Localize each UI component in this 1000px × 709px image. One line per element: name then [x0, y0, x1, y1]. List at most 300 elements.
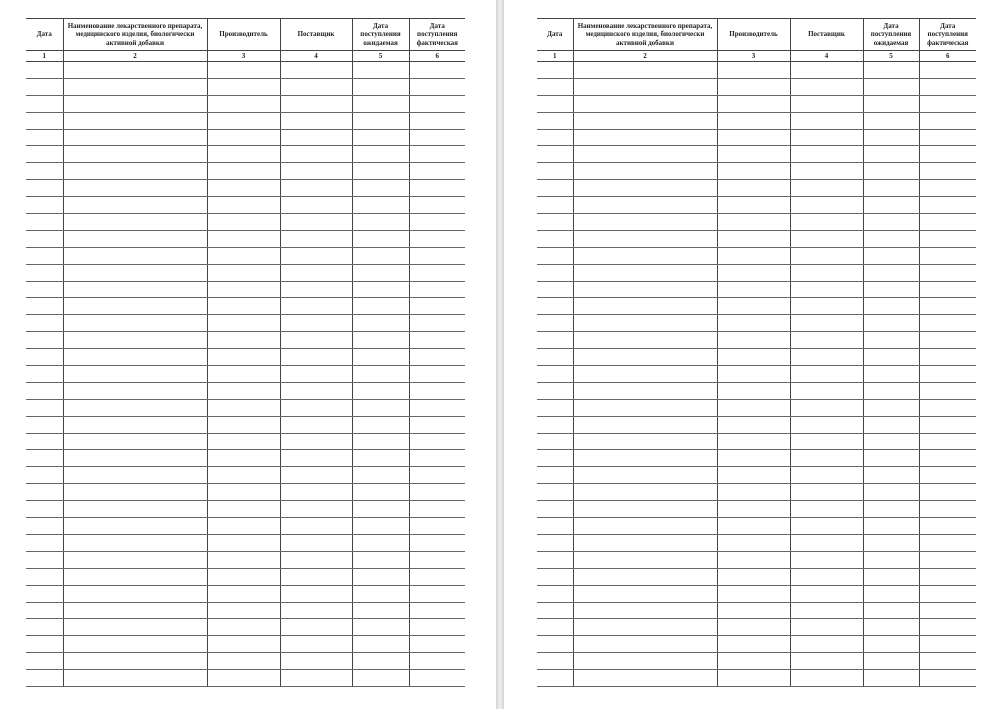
cell-date	[537, 95, 573, 112]
cell-expected-date	[352, 163, 409, 180]
cell-date	[537, 433, 573, 450]
cell-expected-date	[863, 264, 919, 281]
cell-product-name	[63, 433, 207, 450]
cell-actual-date	[919, 315, 976, 332]
cell-product-name	[63, 214, 207, 231]
cell-date	[26, 281, 63, 298]
cell-product-name	[63, 568, 207, 585]
cell-actual-date	[409, 551, 465, 568]
cell-expected-date	[863, 551, 919, 568]
cell-expected-date	[863, 230, 919, 247]
table-row	[537, 281, 976, 298]
cell-expected-date	[352, 315, 409, 332]
cell-supplier	[280, 112, 352, 129]
cell-date	[537, 332, 573, 349]
table-row	[26, 467, 465, 484]
cell-date	[26, 78, 63, 95]
cell-expected-date	[863, 501, 919, 518]
cell-actual-date	[409, 180, 465, 197]
cell-actual-date	[409, 315, 465, 332]
cell-manufacturer	[717, 399, 790, 416]
cell-supplier	[280, 180, 352, 197]
cell-supplier	[280, 433, 352, 450]
cell-supplier	[790, 281, 863, 298]
cell-product-name	[573, 146, 717, 163]
cell-product-name	[63, 602, 207, 619]
table-row	[537, 315, 976, 332]
cell-expected-date	[352, 619, 409, 636]
cell-actual-date	[409, 501, 465, 518]
cell-manufacturer	[717, 95, 790, 112]
column-number: 1	[26, 51, 63, 62]
cell-supplier	[790, 332, 863, 349]
cell-manufacturer	[717, 534, 790, 551]
cell-actual-date	[919, 95, 976, 112]
cell-supplier	[280, 298, 352, 315]
cell-expected-date	[863, 315, 919, 332]
cell-date	[537, 349, 573, 366]
cell-expected-date	[352, 214, 409, 231]
cell-supplier	[790, 619, 863, 636]
cell-manufacturer	[717, 298, 790, 315]
cell-manufacturer	[207, 501, 280, 518]
cell-manufacturer	[717, 568, 790, 585]
cell-manufacturer	[207, 450, 280, 467]
cell-date	[537, 197, 573, 214]
cell-expected-date	[863, 146, 919, 163]
cell-product-name	[573, 433, 717, 450]
table-row	[26, 568, 465, 585]
cell-actual-date	[919, 501, 976, 518]
cell-actual-date	[409, 78, 465, 95]
cell-supplier	[790, 602, 863, 619]
table-row	[26, 78, 465, 95]
cell-date	[26, 551, 63, 568]
cell-date	[26, 416, 63, 433]
cell-supplier	[790, 197, 863, 214]
cell-date	[26, 602, 63, 619]
cell-product-name	[573, 534, 717, 551]
cell-date	[537, 129, 573, 146]
cell-expected-date	[863, 281, 919, 298]
cell-manufacturer	[207, 382, 280, 399]
cell-expected-date	[863, 214, 919, 231]
cell-product-name	[573, 95, 717, 112]
cell-expected-date	[863, 602, 919, 619]
cell-manufacturer	[207, 264, 280, 281]
cell-date	[26, 585, 63, 602]
cell-actual-date	[919, 568, 976, 585]
header-actual-date: Дата поступления фактическая	[409, 19, 465, 51]
cell-date	[26, 653, 63, 670]
cell-date	[537, 670, 573, 687]
column-number: 5	[352, 51, 409, 62]
cell-actual-date	[919, 112, 976, 129]
cell-expected-date	[863, 366, 919, 383]
table-row	[26, 298, 465, 315]
cell-date	[26, 298, 63, 315]
column-number: 2	[573, 51, 717, 62]
cell-product-name	[63, 450, 207, 467]
table-row	[26, 247, 465, 264]
cell-supplier	[280, 163, 352, 180]
table-row	[537, 163, 976, 180]
cell-date	[537, 180, 573, 197]
table-row	[26, 433, 465, 450]
cell-product-name	[573, 214, 717, 231]
cell-supplier	[790, 349, 863, 366]
cell-product-name	[63, 551, 207, 568]
cell-expected-date	[863, 332, 919, 349]
cell-supplier	[280, 146, 352, 163]
cell-expected-date	[352, 467, 409, 484]
cell-date	[26, 214, 63, 231]
cell-supplier	[280, 653, 352, 670]
cell-expected-date	[863, 636, 919, 653]
table-row	[26, 399, 465, 416]
table-row	[26, 62, 465, 79]
cell-actual-date	[409, 163, 465, 180]
cell-supplier	[790, 653, 863, 670]
cell-date	[26, 501, 63, 518]
cell-expected-date	[352, 585, 409, 602]
cell-expected-date	[863, 433, 919, 450]
cell-manufacturer	[717, 146, 790, 163]
table-row	[26, 264, 465, 281]
table-row	[537, 518, 976, 535]
cell-expected-date	[863, 534, 919, 551]
table-row	[537, 332, 976, 349]
table-row	[26, 163, 465, 180]
cell-manufacturer	[207, 670, 280, 687]
cell-expected-date	[863, 518, 919, 535]
cell-supplier	[790, 146, 863, 163]
column-number: 3	[207, 51, 280, 62]
cell-manufacturer	[207, 349, 280, 366]
cell-actual-date	[409, 332, 465, 349]
table-row	[26, 366, 465, 383]
header-supplier: Поставщик	[280, 19, 352, 51]
cell-actual-date	[409, 636, 465, 653]
cell-manufacturer	[717, 214, 790, 231]
cell-actual-date	[409, 585, 465, 602]
cell-manufacturer	[207, 416, 280, 433]
cell-expected-date	[863, 619, 919, 636]
cell-actual-date	[409, 399, 465, 416]
table-row	[537, 230, 976, 247]
cell-actual-date	[919, 585, 976, 602]
header-date: Дата	[537, 19, 573, 51]
cell-product-name	[63, 653, 207, 670]
cell-expected-date	[352, 298, 409, 315]
cell-date	[537, 467, 573, 484]
header-product-name: Наименование лекарственного препарата, медицинского изделия, биологически активной добавки	[573, 19, 717, 51]
cell-manufacturer	[207, 95, 280, 112]
cell-date	[26, 247, 63, 264]
cell-product-name	[63, 197, 207, 214]
cell-product-name	[63, 281, 207, 298]
cell-actual-date	[919, 484, 976, 501]
cell-actual-date	[409, 298, 465, 315]
cell-date	[537, 619, 573, 636]
cell-actual-date	[409, 214, 465, 231]
cell-expected-date	[352, 636, 409, 653]
cell-supplier	[790, 433, 863, 450]
cell-actual-date	[409, 602, 465, 619]
cell-product-name	[573, 670, 717, 687]
cell-manufacturer	[717, 349, 790, 366]
cell-product-name	[573, 382, 717, 399]
cell-expected-date	[352, 146, 409, 163]
table-row	[26, 602, 465, 619]
cell-supplier	[280, 332, 352, 349]
cell-actual-date	[409, 670, 465, 687]
cell-actual-date	[919, 78, 976, 95]
cell-product-name	[573, 281, 717, 298]
cell-manufacturer	[717, 602, 790, 619]
column-number: 5	[863, 51, 919, 62]
cell-supplier	[280, 501, 352, 518]
cell-actual-date	[919, 298, 976, 315]
cell-supplier	[280, 602, 352, 619]
cell-manufacturer	[717, 315, 790, 332]
cell-actual-date	[919, 433, 976, 450]
cell-product-name	[63, 382, 207, 399]
header-expected-date: Дата поступления ожидаемая	[352, 19, 409, 51]
cell-actual-date	[409, 416, 465, 433]
cell-manufacturer	[207, 247, 280, 264]
cell-product-name	[573, 416, 717, 433]
cell-supplier	[790, 534, 863, 551]
cell-supplier	[790, 230, 863, 247]
cell-supplier	[790, 585, 863, 602]
cell-actual-date	[919, 653, 976, 670]
cell-date	[26, 399, 63, 416]
cell-date	[26, 670, 63, 687]
cell-expected-date	[863, 247, 919, 264]
cell-supplier	[280, 467, 352, 484]
cell-manufacturer	[717, 129, 790, 146]
cell-product-name	[573, 62, 717, 79]
cell-product-name	[573, 129, 717, 146]
cell-supplier	[790, 163, 863, 180]
cell-expected-date	[352, 551, 409, 568]
cell-date	[26, 636, 63, 653]
table-row	[537, 95, 976, 112]
cell-supplier	[790, 450, 863, 467]
cell-product-name	[573, 636, 717, 653]
cell-expected-date	[352, 399, 409, 416]
cell-manufacturer	[207, 230, 280, 247]
cell-expected-date	[863, 382, 919, 399]
cell-expected-date	[352, 366, 409, 383]
cell-actual-date	[919, 332, 976, 349]
cell-product-name	[573, 619, 717, 636]
table-row	[26, 230, 465, 247]
cell-product-name	[63, 399, 207, 416]
cell-manufacturer	[207, 484, 280, 501]
cell-date	[26, 382, 63, 399]
cell-expected-date	[863, 568, 919, 585]
cell-supplier	[790, 78, 863, 95]
cell-actual-date	[409, 366, 465, 383]
table-row	[26, 332, 465, 349]
cell-manufacturer	[717, 264, 790, 281]
cell-manufacturer	[207, 585, 280, 602]
cell-date	[537, 230, 573, 247]
cell-actual-date	[409, 247, 465, 264]
table-row	[537, 619, 976, 636]
cell-manufacturer	[717, 247, 790, 264]
cell-product-name	[63, 332, 207, 349]
column-number: 3	[717, 51, 790, 62]
table-row	[537, 197, 976, 214]
cell-date	[537, 146, 573, 163]
cell-supplier	[280, 366, 352, 383]
table-row	[537, 551, 976, 568]
table-row	[537, 585, 976, 602]
cell-supplier	[280, 129, 352, 146]
table-row	[537, 636, 976, 653]
cell-expected-date	[863, 399, 919, 416]
table-row	[537, 467, 976, 484]
cell-actual-date	[409, 619, 465, 636]
cell-supplier	[280, 534, 352, 551]
table-row	[26, 197, 465, 214]
left-log-table	[26, 18, 465, 687]
cell-supplier	[790, 636, 863, 653]
cell-date	[26, 518, 63, 535]
cell-date	[537, 484, 573, 501]
cell-manufacturer	[717, 230, 790, 247]
cell-date	[537, 568, 573, 585]
cell-actual-date	[409, 467, 465, 484]
cell-expected-date	[863, 112, 919, 129]
table-row	[537, 264, 976, 281]
cell-manufacturer	[717, 197, 790, 214]
cell-actual-date	[919, 129, 976, 146]
cell-product-name	[573, 264, 717, 281]
cell-manufacturer	[207, 366, 280, 383]
cell-manufacturer	[207, 214, 280, 231]
cell-supplier	[280, 281, 352, 298]
cell-manufacturer	[207, 534, 280, 551]
cell-date	[26, 112, 63, 129]
cell-actual-date	[409, 197, 465, 214]
cell-supplier	[280, 619, 352, 636]
cell-date	[537, 636, 573, 653]
cell-date	[26, 467, 63, 484]
cell-date	[537, 551, 573, 568]
table-row	[537, 568, 976, 585]
table-row	[537, 399, 976, 416]
cell-supplier	[280, 230, 352, 247]
table-row	[26, 551, 465, 568]
cell-expected-date	[863, 653, 919, 670]
cell-product-name	[63, 298, 207, 315]
cell-product-name	[573, 518, 717, 535]
table-row	[26, 112, 465, 129]
cell-supplier	[280, 264, 352, 281]
cell-product-name	[63, 264, 207, 281]
cell-manufacturer	[207, 315, 280, 332]
cell-supplier	[280, 214, 352, 231]
cell-product-name	[63, 95, 207, 112]
cell-actual-date	[919, 180, 976, 197]
cell-manufacturer	[207, 433, 280, 450]
cell-expected-date	[352, 534, 409, 551]
cell-actual-date	[919, 416, 976, 433]
cell-supplier	[790, 247, 863, 264]
column-number: 4	[280, 51, 352, 62]
cell-expected-date	[352, 602, 409, 619]
cell-product-name	[63, 518, 207, 535]
table-row	[537, 298, 976, 315]
cell-supplier	[790, 382, 863, 399]
cell-product-name	[573, 349, 717, 366]
right-log-table	[537, 18, 976, 687]
cell-product-name	[573, 112, 717, 129]
table-row	[26, 146, 465, 163]
cell-supplier	[280, 450, 352, 467]
cell-manufacturer	[207, 332, 280, 349]
cell-product-name	[63, 315, 207, 332]
cell-supplier	[790, 399, 863, 416]
cell-supplier	[280, 551, 352, 568]
cell-actual-date	[409, 349, 465, 366]
cell-manufacturer	[207, 180, 280, 197]
cell-date	[26, 349, 63, 366]
cell-product-name	[63, 366, 207, 383]
column-number-row	[537, 51, 976, 62]
cell-supplier	[790, 551, 863, 568]
cell-manufacturer	[207, 298, 280, 315]
cell-date	[26, 230, 63, 247]
cell-manufacturer	[717, 78, 790, 95]
cell-date	[537, 214, 573, 231]
cell-date	[26, 534, 63, 551]
cell-manufacturer	[717, 636, 790, 653]
cell-supplier	[280, 518, 352, 535]
cell-supplier	[280, 315, 352, 332]
table-row	[537, 214, 976, 231]
cell-supplier	[790, 366, 863, 383]
cell-expected-date	[352, 653, 409, 670]
cell-expected-date	[863, 585, 919, 602]
cell-product-name	[573, 501, 717, 518]
cell-actual-date	[409, 484, 465, 501]
cell-product-name	[63, 78, 207, 95]
table-row	[537, 484, 976, 501]
cell-manufacturer	[717, 484, 790, 501]
cell-actual-date	[919, 264, 976, 281]
cell-actual-date	[919, 197, 976, 214]
cell-product-name	[63, 501, 207, 518]
cell-actual-date	[919, 349, 976, 366]
table-row	[537, 534, 976, 551]
cell-expected-date	[352, 332, 409, 349]
cell-supplier	[790, 95, 863, 112]
table-row	[26, 214, 465, 231]
cell-product-name	[63, 129, 207, 146]
cell-date	[537, 518, 573, 535]
table-row	[537, 349, 976, 366]
table-row	[537, 501, 976, 518]
cell-actual-date	[409, 382, 465, 399]
cell-expected-date	[863, 467, 919, 484]
right-page	[504, 0, 1000, 709]
cell-date	[537, 416, 573, 433]
